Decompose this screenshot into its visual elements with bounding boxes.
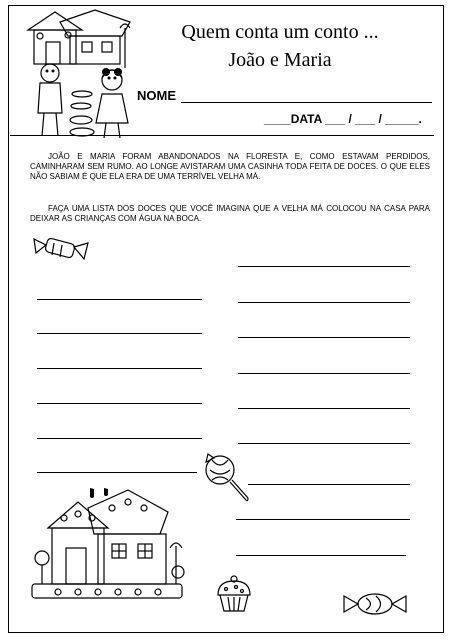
writing-line[interactable] xyxy=(238,266,410,267)
instruction-text: FAÇA UMA LISTA DOS DOCES QUE VOCÊ IMAGINA QUE A VELHA MÁ COLOCOU NA CASA PARA DEIXAR AS CRIANÇAS COM ÁGUA NA BOCA. xyxy=(30,204,430,223)
writing-line[interactable] xyxy=(37,438,202,439)
writing-line[interactable] xyxy=(238,373,410,374)
writing-line[interactable] xyxy=(37,299,202,300)
writing-line[interactable] xyxy=(238,302,410,303)
candy-icon xyxy=(30,233,92,263)
title-line-2: João e Maria xyxy=(228,49,332,71)
cupcake-icon xyxy=(212,575,256,615)
writing-line[interactable] xyxy=(37,472,197,473)
date-field[interactable]: ____DATA ___ / ___ / _____. xyxy=(264,112,422,126)
title-line-1: Quem conta um conto ... xyxy=(181,21,379,43)
instruction-paragraph xyxy=(30,204,430,224)
story-paragraph xyxy=(30,152,430,182)
story-text: JOÃO E MARIA FORAM ABANDONADOS NA FLORESTA E, COMO ESTAVAM PERDIDOS, CAMINHARAM SEM RUMO. AO LONGE AVISTARAM UMA CASINHA TODA FEITA DE DOCES. O QUE ELES NÃO SABIAM É QUE ELA ERA DE UMA TERRÍVEL VELHA MÁ. xyxy=(30,152,430,181)
gingerbread-house-bottom-icon xyxy=(28,488,192,608)
writing-line[interactable] xyxy=(37,368,202,369)
writing-line[interactable] xyxy=(236,519,410,520)
writing-line[interactable] xyxy=(238,443,410,444)
writing-line[interactable] xyxy=(238,408,410,409)
writing-line[interactable] xyxy=(236,555,406,556)
writing-line[interactable] xyxy=(37,403,202,404)
name-label: NOME xyxy=(137,88,176,103)
header-divider xyxy=(10,135,434,136)
lollipop-icon xyxy=(200,448,252,506)
writing-line[interactable] xyxy=(248,484,410,485)
name-field[interactable] xyxy=(137,88,432,106)
name-underline xyxy=(181,102,432,103)
writing-line[interactable] xyxy=(238,337,410,338)
writing-line[interactable] xyxy=(37,333,202,334)
wrapped-candy-icon xyxy=(340,590,410,618)
